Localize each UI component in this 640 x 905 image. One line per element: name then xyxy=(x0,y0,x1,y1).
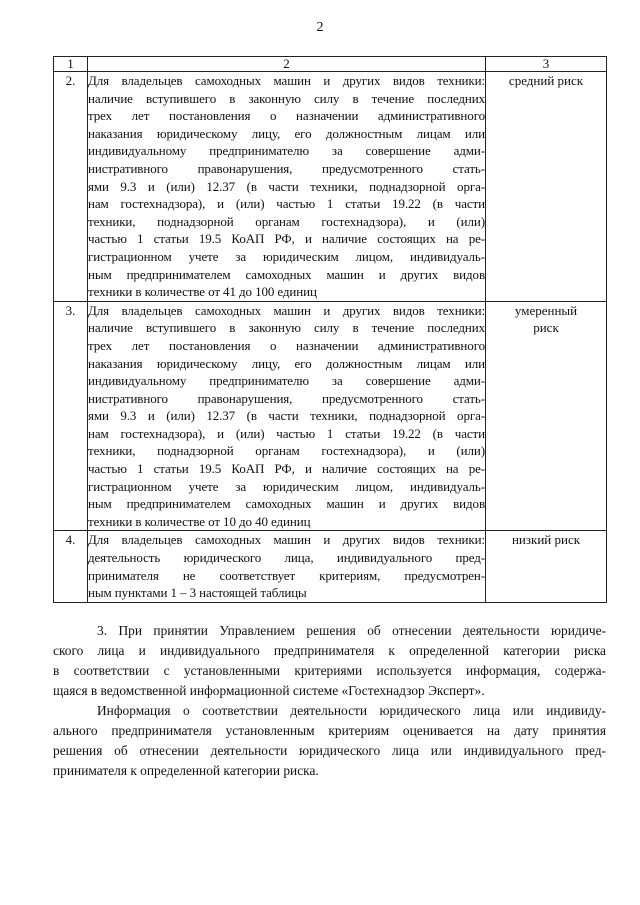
criteria-line: техники, поднадзорной органам гостехнадзора), и (или) xyxy=(88,213,485,229)
row-number: 4. xyxy=(54,531,88,602)
table-row xyxy=(54,301,607,531)
page-number: 2 xyxy=(316,20,324,35)
paragraph-line: Информация о соответствии деятельности юридического лица или индивиду- xyxy=(97,703,606,718)
criteria-line: Для владельцев самоходных машин и других видов техники: xyxy=(88,73,485,88)
paragraph-line: решения об отнесении деятельности юридического лица или индивидуального пред- xyxy=(53,743,606,758)
paragraph-info xyxy=(53,701,606,781)
criteria-line: нам гостехнадзора), и (или) частью 1 статьи 19.22 (в части xyxy=(88,196,485,212)
table-header-row xyxy=(54,57,607,72)
column-header-3: 3 xyxy=(486,57,607,72)
criteria-cell xyxy=(88,72,486,302)
criteria-line: наличие вступившего в законную силу в течение последних xyxy=(88,320,485,336)
criteria-line: наказания юридическому лицу, его должностным лицам или xyxy=(88,355,485,371)
criteria-line: техники в количестве от 41 до 100 единиц xyxy=(88,284,317,300)
criteria-line: индивидуальному предпринимателю за совершение адми- xyxy=(88,373,485,389)
risk-level-cell xyxy=(486,301,607,531)
criteria-line: наказания юридическому лицу, его должностным лицам или xyxy=(88,125,485,141)
paragraph-line: в соответствии с установленными критериями используется информация, содержа- xyxy=(53,663,606,678)
criteria-line: частью 1 статьи 19.5 КоАП РФ, и наличие состоящих на ре- xyxy=(88,461,485,477)
risk-level-label: низкий риск xyxy=(511,532,581,548)
criteria-line: техники, поднадзорной органам гостехнадзора), и (или) xyxy=(88,443,485,459)
criteria-line: техники в количестве от 10 до 40 единиц xyxy=(88,513,311,529)
column-header-2: 2 xyxy=(88,57,486,72)
criteria-line: ным пунктами 1 – 3 настоящей таблицы xyxy=(88,585,307,601)
criteria-line: деятельность юридического лица, индивидуального пред- xyxy=(88,550,485,566)
risk-level-label: средний риск xyxy=(508,73,584,88)
criteria-line: трех лет постановления о назначении административного xyxy=(88,108,485,124)
paragraph-line: принимателя к определенной категории риска. xyxy=(53,763,319,778)
criteria-line: нистративного правонарушения, предусмотренного стать- xyxy=(88,160,485,176)
table-row xyxy=(54,531,607,602)
paragraph-line: 3. При принятии Управлением решения об отнесении деятельности юридиче- xyxy=(97,623,606,638)
criteria-line: принимателя не соответствует критериям, предусмотрен- xyxy=(88,567,485,583)
risk-level-label: риск xyxy=(533,320,559,336)
criteria-line: гистрационном учете за юридическим лицом, индивидуаль- xyxy=(88,248,485,264)
paragraph-line: ального предпринимателя установленным критериям оценивается на дату принятия xyxy=(53,723,606,738)
criteria-line: Для владельцев самоходных машин и других видов техники: xyxy=(88,302,485,318)
criteria-line: ным предпринимателем самоходных машин и других видов xyxy=(88,496,485,512)
paragraph-line: ского лица и индивидуального предпринимателя к определенной категории риска xyxy=(53,643,606,658)
risk-level-cell xyxy=(486,72,607,302)
criteria-line: гистрационном учете за юридическим лицом, индивидуаль- xyxy=(88,478,485,494)
criteria-line: ным предпринимателем самоходных машин и других видов xyxy=(88,266,485,282)
table-row xyxy=(54,72,607,302)
criteria-line: частью 1 статьи 19.5 КоАП РФ, и наличие состоящих на ре- xyxy=(88,231,485,247)
criteria-line: нистративного правонарушения, предусмотренного стать- xyxy=(88,390,485,406)
criteria-cell xyxy=(88,301,486,531)
risk-level-label: умеренный xyxy=(514,302,578,318)
criteria-line: ями 9.3 и (или) 12.37 (в части техники, поднадзорной орга- xyxy=(88,178,485,194)
body-text xyxy=(53,621,606,781)
criteria-line: Для владельцев самоходных машин и других видов техники: xyxy=(88,532,485,548)
criteria-cell xyxy=(88,531,486,602)
criteria-line: индивидуальному предпринимателю за совершение адми- xyxy=(88,143,485,159)
criteria-line: наличие вступившего в законную силу в течение последних xyxy=(88,90,485,106)
criteria-line: нам гостехнадзора), и (или) частью 1 статьи 19.22 (в части xyxy=(88,425,485,441)
row-number: 2. xyxy=(54,72,88,302)
criteria-line: ями 9.3 и (или) 12.37 (в части техники, поднадзорной орга- xyxy=(88,408,485,424)
column-header-1: 1 xyxy=(54,57,88,72)
risk-criteria-table xyxy=(53,56,607,603)
risk-level-cell xyxy=(486,531,607,602)
criteria-line: трех лет постановления о назначении административного xyxy=(88,337,485,353)
paragraph-3 xyxy=(53,621,606,701)
row-number: 3. xyxy=(54,301,88,531)
paragraph-line: щаяся в ведомственной информационной системе «Гостехнадзор Эксперт». xyxy=(53,683,485,698)
